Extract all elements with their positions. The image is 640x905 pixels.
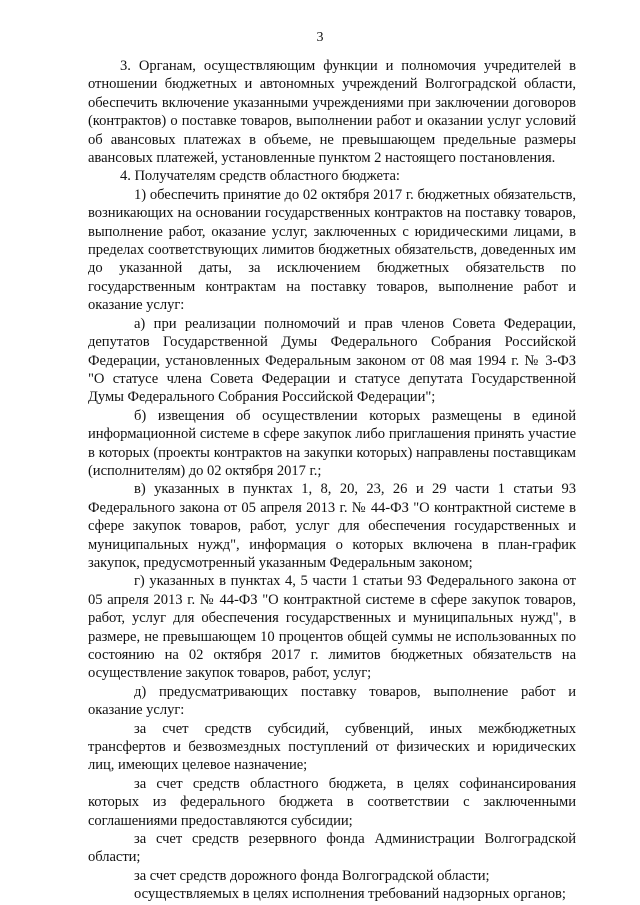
item-a-federation-council: а) при реализации полномочий и прав членов Совета Федерации, депутатов Государственной Думы Федерального Собрания Российской Федерации, установленных Федеральным законом от 08 мая 1994 г. № 3-ФЗ "О статусе члена Совета Федерации и статусе депутата Государственной Думы Федерального Собрания Российской Федерации";: [88, 315, 576, 406]
item-v-article-93-points: в) указанных в пунктах 1, 8, 20, 23, 26 и 29 части 1 статьи 93 Федерального закона от 05 апреля 2013 г. № 44-ФЗ "О контрактной системе в сфере закупок товаров, работ, услуг для обеспечения государственных и муниципальных нужд", информация о которых включена в план-график закупок, предусмотренный указанным Федеральным законом;: [88, 481, 576, 571]
item-d-supply-of-goods: д) предусматривающих поставку товаров, выполнение работ и оказание услуг:: [88, 683, 576, 719]
list-item-supervisory: осуществляемых в целях исполнения требований надзорных органов;: [134, 886, 566, 903]
list-item-road-fund: за счет средств дорожного фонда Волгоградской области;: [134, 867, 490, 884]
list-item-reserve-fund: за счет средств резервного фонда Администрации Волгоградской области;: [88, 831, 576, 866]
item-b-procurement-notices: б) извещения об осуществлении которых размещены в единой информационной системе в сфере закупок либо приглашения принять участие в которых (проекты контрактов на закупки которых) направлены поставщикам (исполнителям) до 02 октября 2017 г.;: [88, 407, 576, 479]
paragraph-4-budget-recipients: 4. Получателям средств областного бюджета:: [120, 168, 400, 185]
item-g-article-93-points-4-5: г) указанных в пунктах 4, 5 части 1 статьи 93 Федерального закона от 05 апреля 2013 г. № 44-ФЗ "О контрактной системе в сфере закупок товаров, работ, услуг для обеспечения государственных и муниципальных нужд", в размере, не превышающем 10 процентов общей суммы не использованных по состоянию на 02 октября 2017 г. лимитов бюджетных обязательств на осуществление закупок товаров, работ, услуг;: [88, 573, 576, 682]
subparagraph-1-obligations: 1) обеспечить принятие до 02 октября 2017 г. бюджетных обязательств, возникающих на основании государственных контрактов на поставку товаров, выполнение работ, оказание услуг, заключенных с юридическими лицами, в пределах соответствующих лимитов бюджетных обязательств, доведенных им до указанной даты, за исключением бюджетных обязательств по государственным контрактам на поставку товаров, выполнение работ и оказание услуг:: [88, 186, 576, 314]
page-number: 3: [316, 30, 324, 45]
paragraph-3-advance-payments: 3. Органам, осуществляющим функции и полномочия учредителей в отношении бюджетных и автономных учреждений Волгоградской области, обеспечить включение указанными учреждениями при заключении договоров (контрактов) о поставке товаров, выполнении работ и оказании услуг условий об авансовых платежах в объеме, не превышающем предельные размеры авансовых платежей, установленные пунктом 2 настоящего постановления.: [88, 58, 576, 167]
document-body: [88, 57, 576, 904]
list-item-cofinancing: за счет средств областного бюджета, в целях софинансирования которых из федерального бюджета в соответствии с заключенными соглашениями предоставляются субсидии;: [88, 775, 576, 829]
list-item-subsidies: за счет средств субсидий, субвенций, иных межбюджетных трансфертов и безвозмездных поступлений от физических и юридических лиц, имеющих целевое назначение;: [88, 720, 576, 774]
